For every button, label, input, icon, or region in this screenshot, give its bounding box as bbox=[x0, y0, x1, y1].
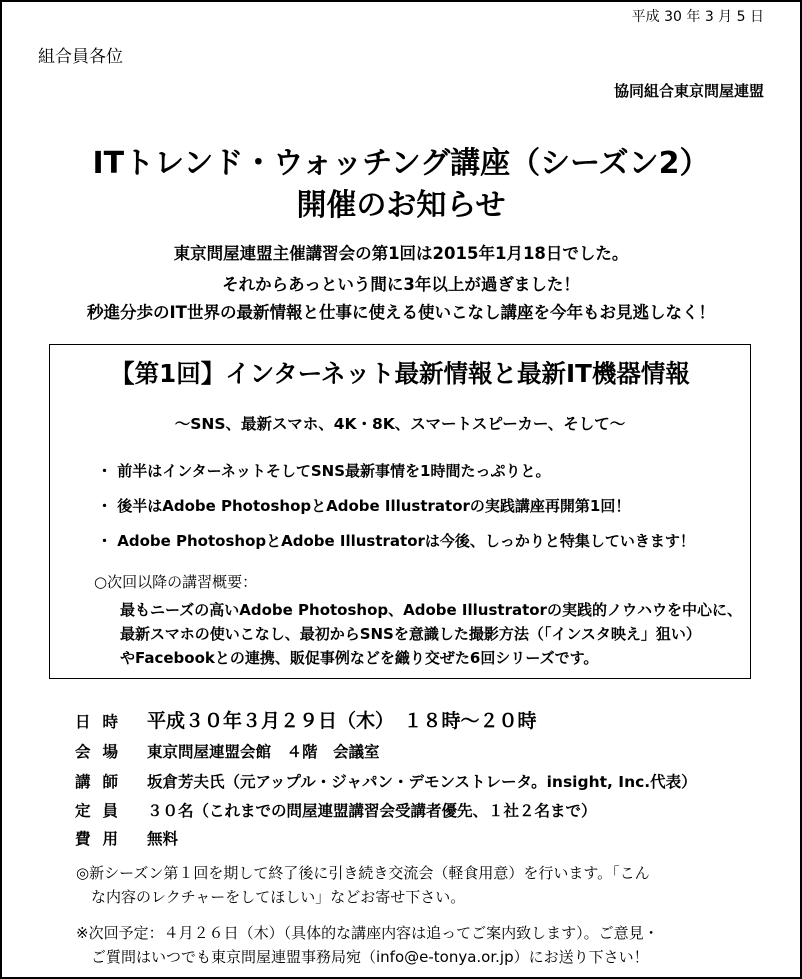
intro-line: 東京問屋連盟主催講習会の第1回は2015年1月18日でした。 bbox=[173, 244, 629, 263]
detail-row-datetime bbox=[75, 706, 537, 733]
note-line: ◎新シーズン第１回を期して終了後に引き続き交流会（軽食用意）を行います。「こん bbox=[76, 864, 650, 882]
detail-value: 無料 bbox=[147, 830, 179, 848]
detail-row-venue bbox=[75, 740, 380, 762]
detail-label: 定員 bbox=[75, 802, 131, 820]
detail-value: 坂倉芳夫氏（元アップル・ジャパン・デモンストレータ。insight, Inc.代表） bbox=[147, 773, 697, 791]
note-line: な内容のレクチャーをしてほしい」などお寄せ下さい。 bbox=[76, 888, 466, 906]
detail-value: 平成３０年３月２９日（木） １８時～２０時 bbox=[147, 710, 537, 732]
overview-line: 最新スマホの使いこなし、最初からSNSを意識した撮影方法（「インスタ映え」狙い） bbox=[120, 625, 701, 643]
page-subtitle: 開催のお知らせ bbox=[296, 188, 506, 223]
page-title: ITトレンド・ウォッチング講座（シーズン2） bbox=[92, 146, 710, 181]
addressee: 組合員各位 bbox=[38, 47, 123, 67]
detail-label: 講師 bbox=[75, 773, 131, 791]
note-line: ※次回予定：４月２６日（木）（具体的な講座内容は追ってご案内致します）。ご意見・ bbox=[76, 924, 659, 942]
intro-line: 秒進分歩のIT世界の最新情報と仕事に使える使いこなし講座を今年もお見逃しなく！ bbox=[87, 303, 715, 322]
bullet-item: ・ Adobe PhotoshopとAdobe Illustratorは今後、しっかりと特集していきます！ bbox=[97, 532, 695, 550]
detail-row-capacity bbox=[75, 799, 597, 821]
overview-line: 最もニーズの高いAdobe Photoshop、Adobe Illustratorの実践的ノウハウを中心に、 bbox=[120, 601, 742, 619]
detail-value: 東京問屋連盟会館 ４階 会議室 bbox=[147, 743, 380, 761]
overview-heading: ○次回以降の講習概要： bbox=[94, 573, 258, 591]
detail-row-fee bbox=[75, 827, 178, 849]
detail-label: 日時 bbox=[75, 713, 131, 731]
session-title: 【第1回】インターネット最新情報と最新IT機器情報 bbox=[110, 359, 690, 388]
intro-line: それからあっという間に3年以上が過ぎました！ bbox=[222, 275, 580, 294]
detail-label: 費用 bbox=[75, 830, 131, 848]
session-box bbox=[49, 344, 751, 679]
detail-value: ３０名（これまでの問屋連盟講習会受講者優先、１社２名まで） bbox=[147, 802, 597, 820]
note-line: ご質問はいつでも東京問屋連盟事務局宛（info@e-tonya.or.jp）にお送り下さい！ bbox=[76, 948, 649, 966]
bullet-item: ・ 前半はインターネットそしてSNS最新事情を1時間たっぷりと。 bbox=[97, 462, 551, 480]
issue-date: 平成 30 年 3 月 5 日 bbox=[631, 9, 764, 25]
bullet-item: ・ 後半はAdobe PhotoshopとAdobe Illustratorの実践講座再開第1回！ bbox=[97, 497, 631, 515]
detail-row-lecturer bbox=[75, 770, 697, 792]
detail-label: 会場 bbox=[75, 743, 131, 761]
overview-line: やFacebookとの連携、販促事例などを織り交ぜた6回シリーズです。 bbox=[120, 649, 599, 667]
sender: 協同組合東京問屋連盟 bbox=[613, 82, 764, 100]
session-subtitle: ～SNS、最新スマホ、4K・8K、スマートスピーカー、そして～ bbox=[174, 415, 626, 433]
